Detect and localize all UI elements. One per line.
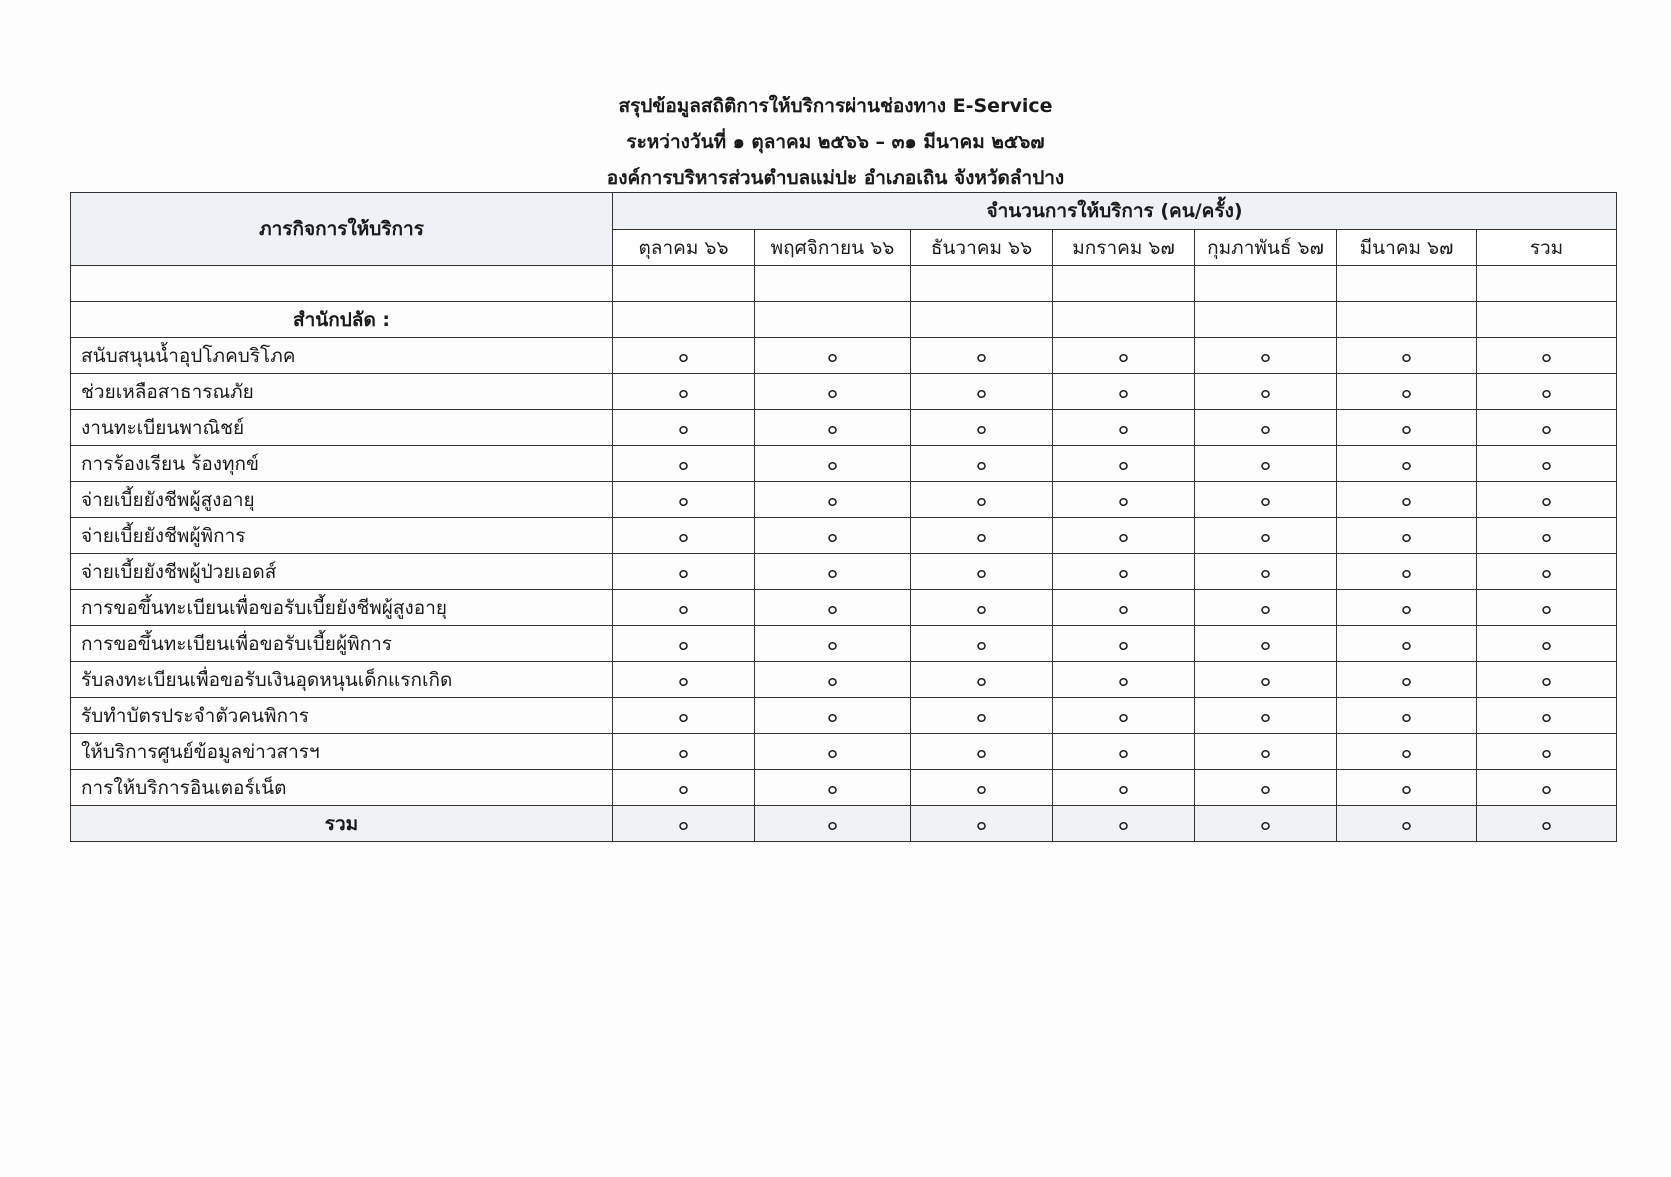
row-total-cell: ๐ bbox=[1477, 338, 1617, 374]
table-row bbox=[71, 446, 1617, 482]
total-cell: ๐ bbox=[1053, 806, 1195, 842]
count-cell: ๐ bbox=[613, 410, 755, 446]
table-row bbox=[71, 770, 1617, 806]
count-cell: ๐ bbox=[613, 554, 755, 590]
count-cell: ๐ bbox=[755, 554, 911, 590]
total-cell: ๐ bbox=[1477, 806, 1617, 842]
count-cell: ๐ bbox=[1195, 698, 1337, 734]
count-cell: ๐ bbox=[911, 410, 1053, 446]
empty-row bbox=[71, 266, 1617, 302]
count-cell: ๐ bbox=[755, 374, 911, 410]
count-cell: ๐ bbox=[1195, 662, 1337, 698]
service-label: จ่ายเบี้ยยังชีพผู้ป่วยเอดส์ bbox=[71, 554, 613, 590]
count-cell: ๐ bbox=[1337, 518, 1477, 554]
table-row bbox=[71, 698, 1617, 734]
month-header: พฤศจิกายน ๖๖ bbox=[755, 230, 911, 266]
row-total-cell: ๐ bbox=[1477, 446, 1617, 482]
mission-header: ภารกิจการให้บริการ bbox=[71, 193, 613, 266]
row-total-cell: ๐ bbox=[1477, 698, 1617, 734]
count-cell: ๐ bbox=[755, 446, 911, 482]
table-row bbox=[71, 554, 1617, 590]
count-cell: ๐ bbox=[755, 734, 911, 770]
count-cell: ๐ bbox=[1053, 338, 1195, 374]
row-total-cell: ๐ bbox=[1477, 518, 1617, 554]
count-cell: ๐ bbox=[911, 662, 1053, 698]
count-cell: ๐ bbox=[613, 446, 755, 482]
table-row bbox=[71, 410, 1617, 446]
service-label: ให้บริการศูนย์ข้อมูลข่าวสารฯ bbox=[71, 734, 613, 770]
row-total-cell: ๐ bbox=[1477, 374, 1617, 410]
service-label: งานทะเบียนพาณิชย์ bbox=[71, 410, 613, 446]
month-header: มกราคม ๖๗ bbox=[1053, 230, 1195, 266]
count-cell: ๐ bbox=[1337, 698, 1477, 734]
title-line-2: ระหว่างวันที่ ๑ ตุลาคม ๒๕๖๖ – ๓๑ มีนาคม ๒๕๖๗ bbox=[626, 131, 1045, 153]
count-cell: ๐ bbox=[911, 734, 1053, 770]
total-cell: ๐ bbox=[1337, 806, 1477, 842]
count-cell: ๐ bbox=[1195, 410, 1337, 446]
count-cell: ๐ bbox=[1195, 590, 1337, 626]
title-line-1: สรุปข้อมูลสถิติการให้บริการผ่านช่องทาง E-Service bbox=[618, 95, 1053, 117]
count-cell: ๐ bbox=[1053, 374, 1195, 410]
section-label: สำนักปลัด : bbox=[71, 302, 613, 338]
count-cell: ๐ bbox=[613, 590, 755, 626]
count-cell: ๐ bbox=[613, 698, 755, 734]
count-cell: ๐ bbox=[613, 338, 755, 374]
count-cell: ๐ bbox=[755, 698, 911, 734]
count-cell: ๐ bbox=[755, 410, 911, 446]
count-cell: ๐ bbox=[911, 626, 1053, 662]
month-header: ธันวาคม ๖๖ bbox=[911, 230, 1053, 266]
count-cell: ๐ bbox=[613, 734, 755, 770]
count-cell: ๐ bbox=[1195, 518, 1337, 554]
count-cell: ๐ bbox=[755, 626, 911, 662]
count-cell: ๐ bbox=[1053, 770, 1195, 806]
count-cell: ๐ bbox=[1053, 626, 1195, 662]
count-cell: ๐ bbox=[755, 518, 911, 554]
empty-cell bbox=[1337, 266, 1477, 302]
row-total-cell: ๐ bbox=[1477, 626, 1617, 662]
service-label: รับทำบัตรประจำตัวคนพิการ bbox=[71, 698, 613, 734]
table-row bbox=[71, 626, 1617, 662]
service-label: จ่ายเบี้ยยังชีพผู้พิการ bbox=[71, 518, 613, 554]
count-cell: ๐ bbox=[755, 338, 911, 374]
count-cell: ๐ bbox=[1337, 338, 1477, 374]
count-cell: ๐ bbox=[1337, 626, 1477, 662]
table-row bbox=[71, 662, 1617, 698]
total-label: รวม bbox=[71, 806, 613, 842]
count-cell: ๐ bbox=[911, 770, 1053, 806]
row-total-cell: ๐ bbox=[1477, 554, 1617, 590]
count-cell: ๐ bbox=[1195, 482, 1337, 518]
count-cell: ๐ bbox=[1337, 410, 1477, 446]
count-cell: ๐ bbox=[1337, 482, 1477, 518]
empty-cell bbox=[1195, 302, 1337, 338]
title-line-3: องค์การบริหารส่วนตำบลแม่ปะ อำเภอเถิน จังหวัดลำปาง bbox=[606, 167, 1065, 189]
count-cell: ๐ bbox=[911, 482, 1053, 518]
count-cell: ๐ bbox=[1195, 626, 1337, 662]
service-label: การร้องเรียน ร้องทุกข์ bbox=[71, 446, 613, 482]
service-label: สนับสนุนน้ำอุปโภคบริโภค bbox=[71, 338, 613, 374]
count-cell: ๐ bbox=[755, 590, 911, 626]
month-header: กุมภาพันธ์ ๖๗ bbox=[1195, 230, 1337, 266]
table-row bbox=[71, 374, 1617, 410]
count-cell: ๐ bbox=[1195, 374, 1337, 410]
count-cell: ๐ bbox=[1337, 590, 1477, 626]
count-cell: ๐ bbox=[911, 374, 1053, 410]
row-total-cell: ๐ bbox=[1477, 662, 1617, 698]
count-cell: ๐ bbox=[613, 626, 755, 662]
count-cell: ๐ bbox=[755, 662, 911, 698]
count-cell: ๐ bbox=[1337, 734, 1477, 770]
service-label: จ่ายเบี้ยยังชีพผู้สูงอายุ bbox=[71, 482, 613, 518]
count-cell: ๐ bbox=[1195, 446, 1337, 482]
service-label: การให้บริการอินเตอร์เน็ต bbox=[71, 770, 613, 806]
count-cell: ๐ bbox=[1337, 374, 1477, 410]
empty-cell bbox=[755, 302, 911, 338]
empty-cell bbox=[613, 302, 755, 338]
empty-cell bbox=[1477, 302, 1617, 338]
month-header: มีนาคม ๖๗ bbox=[1337, 230, 1477, 266]
count-cell: ๐ bbox=[911, 590, 1053, 626]
count-cell: ๐ bbox=[1195, 770, 1337, 806]
empty-cell bbox=[1477, 266, 1617, 302]
count-cell: ๐ bbox=[613, 662, 755, 698]
service-label: รับลงทะเบียนเพื่อขอรับเงินอุดหนุนเด็กแรกเกิด bbox=[71, 662, 613, 698]
count-cell: ๐ bbox=[755, 770, 911, 806]
count-cell: ๐ bbox=[1337, 554, 1477, 590]
table-body bbox=[71, 266, 1617, 842]
statistics-table bbox=[70, 192, 1617, 842]
empty-cell bbox=[911, 302, 1053, 338]
total-cell: ๐ bbox=[1195, 806, 1337, 842]
count-cell: ๐ bbox=[911, 338, 1053, 374]
count-cell: ๐ bbox=[1053, 482, 1195, 518]
count-cell: ๐ bbox=[1053, 410, 1195, 446]
count-cell: ๐ bbox=[613, 518, 755, 554]
count-cell: ๐ bbox=[613, 770, 755, 806]
row-total-cell: ๐ bbox=[1477, 410, 1617, 446]
count-cell: ๐ bbox=[1053, 446, 1195, 482]
service-count-header: จำนวนการให้บริการ (คน/ครั้ง) bbox=[613, 193, 1617, 230]
total-cell: ๐ bbox=[613, 806, 755, 842]
section-row bbox=[71, 302, 1617, 338]
empty-cell bbox=[911, 266, 1053, 302]
empty-cell bbox=[613, 266, 755, 302]
total-column-header: รวม bbox=[1477, 230, 1617, 266]
document-title bbox=[0, 88, 1671, 196]
count-cell: ๐ bbox=[613, 482, 755, 518]
service-label: ช่วยเหลือสาธารณภัย bbox=[71, 374, 613, 410]
table-row bbox=[71, 734, 1617, 770]
count-cell: ๐ bbox=[1337, 446, 1477, 482]
total-row bbox=[71, 806, 1617, 842]
empty-cell bbox=[1053, 302, 1195, 338]
empty-cell bbox=[1053, 266, 1195, 302]
count-cell: ๐ bbox=[911, 698, 1053, 734]
empty-cell bbox=[1337, 302, 1477, 338]
count-cell: ๐ bbox=[911, 554, 1053, 590]
count-cell: ๐ bbox=[1195, 734, 1337, 770]
empty-cell bbox=[71, 266, 613, 302]
count-cell: ๐ bbox=[1053, 734, 1195, 770]
count-cell: ๐ bbox=[1053, 698, 1195, 734]
row-total-cell: ๐ bbox=[1477, 734, 1617, 770]
count-cell: ๐ bbox=[1053, 518, 1195, 554]
count-cell: ๐ bbox=[1195, 338, 1337, 374]
count-cell: ๐ bbox=[1053, 554, 1195, 590]
service-label: การขอขึ้นทะเบียนเพื่อขอรับเบี้ยยังชีพผู้สูงอายุ bbox=[71, 590, 613, 626]
count-cell: ๐ bbox=[1195, 554, 1337, 590]
table-row bbox=[71, 518, 1617, 554]
empty-cell bbox=[755, 266, 911, 302]
count-cell: ๐ bbox=[613, 374, 755, 410]
table-row bbox=[71, 590, 1617, 626]
count-cell: ๐ bbox=[755, 482, 911, 518]
count-cell: ๐ bbox=[1053, 662, 1195, 698]
count-cell: ๐ bbox=[1053, 590, 1195, 626]
row-total-cell: ๐ bbox=[1477, 770, 1617, 806]
count-cell: ๐ bbox=[1337, 662, 1477, 698]
count-cell: ๐ bbox=[1337, 770, 1477, 806]
row-total-cell: ๐ bbox=[1477, 482, 1617, 518]
table-row bbox=[71, 482, 1617, 518]
total-cell: ๐ bbox=[755, 806, 911, 842]
row-total-cell: ๐ bbox=[1477, 590, 1617, 626]
empty-cell bbox=[1195, 266, 1337, 302]
total-cell: ๐ bbox=[911, 806, 1053, 842]
count-cell: ๐ bbox=[911, 518, 1053, 554]
table-row bbox=[71, 338, 1617, 374]
service-label: การขอขึ้นทะเบียนเพื่อขอรับเบี้ยผู้พิการ bbox=[71, 626, 613, 662]
month-header: ตุลาคม ๖๖ bbox=[613, 230, 755, 266]
count-cell: ๐ bbox=[911, 446, 1053, 482]
